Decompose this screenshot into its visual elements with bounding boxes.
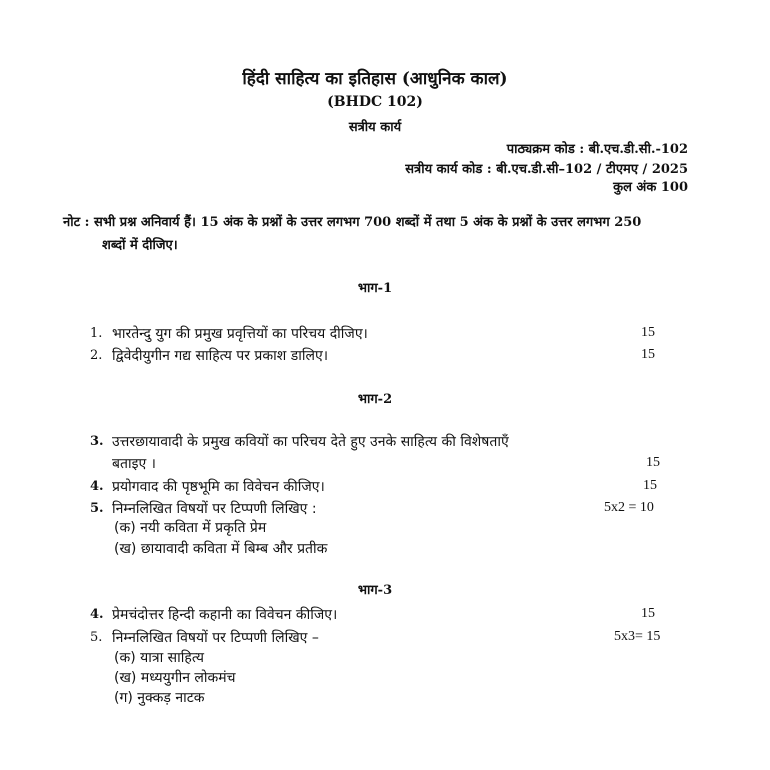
question-marks: 15	[643, 478, 657, 493]
question-number: 3.	[90, 434, 104, 449]
sub-question: (क) यात्रा साहित्य	[114, 650, 205, 666]
total-marks: कुल अंक 100	[613, 180, 688, 195]
question-text: निम्नलिखित विषयों पर टिप्पणी लिखिए :	[112, 501, 317, 517]
assignment-label: सत्रीय कार्य	[348, 120, 402, 135]
question-text: उत्तरछायावादी के प्रमुख कवियों का परिचय देते हुए उनके साहित्य की विशेषताएँ	[112, 434, 509, 450]
program-code: पाठ्यक्रम कोड : बी.एच.डी.सी.-102	[506, 142, 688, 157]
question-text: प्रेमचंदोत्तर हिन्दी कहानी का विवेचन कीजिए।	[112, 607, 338, 623]
question-marks: 15	[641, 606, 655, 621]
sub-question: (ख) छायावादी कविता में बिम्ब और प्रतीक	[114, 541, 328, 557]
question-marks: 15	[641, 325, 655, 340]
question-marks: 15	[646, 455, 660, 470]
question-marks: 15	[641, 347, 655, 362]
section-heading-1: भाग-1	[357, 281, 393, 296]
note-line-1: नोट : सभी प्रश्न अनिवार्य हैं। 15 अंक के प्रश्नों के उत्तर लगभग 700 शब्दों में तथा 5 अंक के प्रश्नों के उत्तर लगभग 250	[63, 215, 642, 230]
question-number: 1.	[90, 326, 103, 341]
question-text: भारतेन्दु युग की प्रमुख प्रवृत्तियों का परिचय दीजिए।	[112, 326, 368, 342]
question-number: 5.	[90, 501, 104, 516]
question-text: प्रयोगवाद की पृष्ठभूमि का विवेचन कीजिए।	[112, 479, 325, 495]
sub-question: (क) नयी कविता में प्रकृति प्रेम	[114, 520, 267, 536]
assignment-code: सत्रीय कार्य कोड : बी.एच.डी.सी–102 / टीएमए / 2025	[405, 162, 688, 177]
question-number: 2.	[90, 348, 103, 363]
sub-question: (ग) नुक्कड़ नाटक	[114, 690, 205, 706]
section-heading-3: भाग-3	[357, 583, 393, 598]
question-marks: 5x2 = 10	[604, 500, 654, 515]
question-number: 5.	[90, 630, 103, 645]
sub-question: (ख) मध्ययुगीन लोकमंच	[114, 670, 236, 686]
note-line-2: शब्दों में दीजिए।	[102, 238, 178, 253]
question-number: 4.	[90, 479, 104, 494]
section-heading-2: भाग-2	[357, 392, 393, 407]
question-number: 4.	[90, 607, 104, 622]
question-text-continued: बताइए ।	[112, 456, 156, 472]
question-text: निम्नलिखित विषयों पर टिप्पणी लिखिए –	[112, 630, 319, 646]
course-code: (BHDC 102)	[327, 94, 423, 110]
document-title: हिंदी साहित्य का इतिहास (आधुनिक काल)	[242, 69, 508, 89]
question-text: द्विवेदीयुगीन गद्य साहित्य पर प्रकाश डालिए।	[112, 348, 329, 364]
question-marks: 5x3= 15	[614, 629, 661, 644]
